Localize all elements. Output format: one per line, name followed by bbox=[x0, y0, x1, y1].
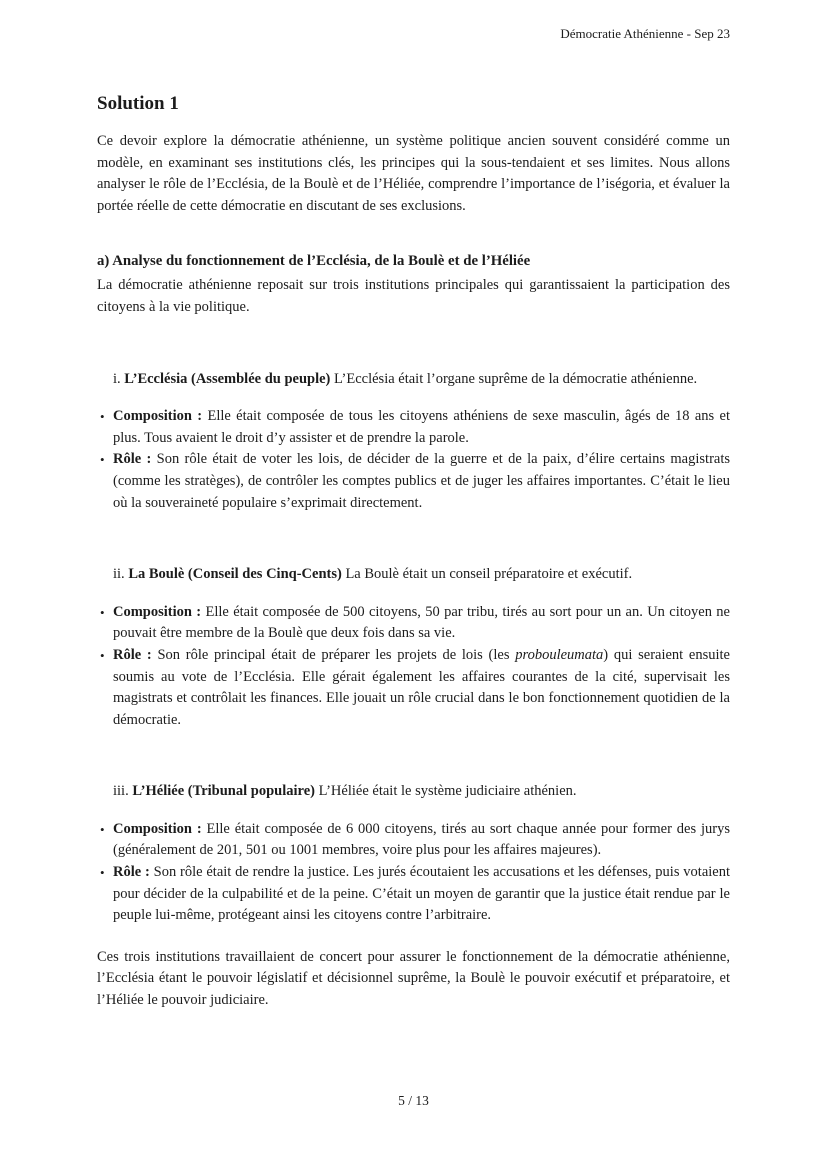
bullet-label: Composition : bbox=[113, 408, 203, 425]
bullet-item bbox=[113, 602, 730, 645]
institution-heading bbox=[97, 564, 730, 586]
bullet-text: Son rôle était de rendre la justice. Les jurés écoutaient les accusations et les défenses, puis votaient pour décider de la culpabilité et de la peine. C’était un moyen de garantir que la justice était rendue par le peuple lui-même, protégeant ainsi les citoyens contre l’arbitraire. bbox=[113, 864, 730, 924]
bullet-item bbox=[113, 645, 730, 731]
bullet-item bbox=[113, 449, 730, 514]
page-number: 5 / 13 bbox=[398, 1093, 429, 1108]
institution-tagline: L’Héliée était le système judiciaire athénien. bbox=[314, 783, 577, 800]
institution-tagline: L’Ecclésia était l’organe suprême de la démocratie athénienne. bbox=[330, 370, 698, 387]
solution-title: Solution 1 bbox=[97, 93, 179, 114]
institution-section bbox=[97, 781, 730, 927]
bullet-list bbox=[97, 819, 730, 927]
document-content bbox=[97, 0, 730, 1012]
bullet-item bbox=[113, 862, 730, 927]
bullet-text: Elle était composée de 500 citoyens, 50 par tribu, tirés au sort pour un an. Un citoyen ne pouvait être membre de la Boulè que deux fois dans sa vie. bbox=[113, 603, 730, 642]
bullet-text-italic: probouleumata bbox=[515, 646, 604, 663]
section-a-lead: La démocratie athénienne reposait sur trois institutions principales qui garantissaient la participation des citoyens à la vie politique. bbox=[97, 277, 730, 315]
intro-paragraph: Ce devoir explore la démocratie athénienne, un système politique ancien souvent considéré comme un modèle, en examinant ses institutions clés, les principes qui la sous-tendaient et ses limites. Nous allons analyser le rôle de l’Ecclésia, de la Boulè et de l’Héliée, comprendre l’importance de l’iségoria, et évaluer la portée réelle de cette démocratie en discutant de ses exclusions. bbox=[97, 133, 730, 214]
institution-section bbox=[97, 369, 730, 515]
header-running-title: Démocratie Athénienne - Sep 23 bbox=[560, 26, 730, 41]
bullet-text: Elle était composée de 6 000 citoyens, tirés au sort chaque année pour former des jurys (généralement de 201, 501 ou 1001 membres, voire plus pour les affaires majeures). bbox=[113, 820, 730, 859]
bullet-label: Rôle : bbox=[113, 646, 152, 663]
institutions-list bbox=[97, 369, 730, 927]
institution-tagline: La Boulè était un conseil préparatoire et exécutif. bbox=[341, 566, 633, 583]
institution-numeral: ii. bbox=[113, 566, 129, 583]
page-footer bbox=[97, 1092, 730, 1109]
institution-numeral: iii. bbox=[113, 783, 133, 800]
bullet-label: Rôle : bbox=[113, 864, 150, 881]
institution-name: La Boulè (Conseil des Cinq-Cents) bbox=[128, 566, 342, 583]
bullet-text: Son rôle principal était de préparer les projets de lois (les bbox=[151, 646, 516, 663]
bullet-text: ) qui seraient ensuite soumis au vote de l’Ecclésia. Elle gérait également les affaires courantes de la cité, supervisait les magistrats et contrôlait les finances. Elle jouait un rôle crucial dans le bon fonctionnement quotidien de la démocratie. bbox=[113, 646, 730, 728]
bullet-item bbox=[113, 406, 730, 449]
institution-name: L’Ecclésia (Assemblée du peuple) bbox=[124, 370, 331, 387]
institution-heading bbox=[97, 369, 730, 391]
bullet-item bbox=[113, 819, 730, 862]
bullet-text: Son rôle était de voter les lois, de décider de la guerre et de la paix, d’élire certains magistrats (comme les stratèges), de contrôler les comptes publics et de juger les affaires importantes. C’était le lieu où la souveraineté populaire s’exprimait directement. bbox=[113, 451, 730, 511]
bullet-list bbox=[97, 602, 730, 732]
institution-heading bbox=[97, 781, 730, 803]
institution-name: L’Héliée (Tribunal populaire) bbox=[132, 783, 315, 800]
bullet-label: Composition : bbox=[113, 820, 202, 837]
institution-numeral: i. bbox=[113, 370, 125, 387]
institution-section bbox=[97, 564, 730, 731]
closing-paragraph: Ces trois institutions travaillaient de concert pour assurer le fonctionnement de la démocratie athénienne, l’Ecclésia étant le pouvoir législatif et décisionnel suprême, la Boulè le pouvoir exécutif et préparatoire, et l’Héliée le pouvoir judiciaire. bbox=[97, 948, 730, 1009]
bullet-text: Elle était composée de tous les citoyens athéniens de sexe masculin, âgés de 18 ans et plus. Tous avaient le droit d’y assister et de prendre la parole. bbox=[113, 408, 730, 446]
bullet-list bbox=[97, 406, 730, 514]
bullet-label: Rôle : bbox=[113, 451, 152, 468]
bullet-label: Composition : bbox=[113, 603, 202, 620]
section-a-heading: a) Analyse du fonctionnement de l’Ecclésia, de la Boulè et de l’Héliée bbox=[97, 253, 531, 270]
